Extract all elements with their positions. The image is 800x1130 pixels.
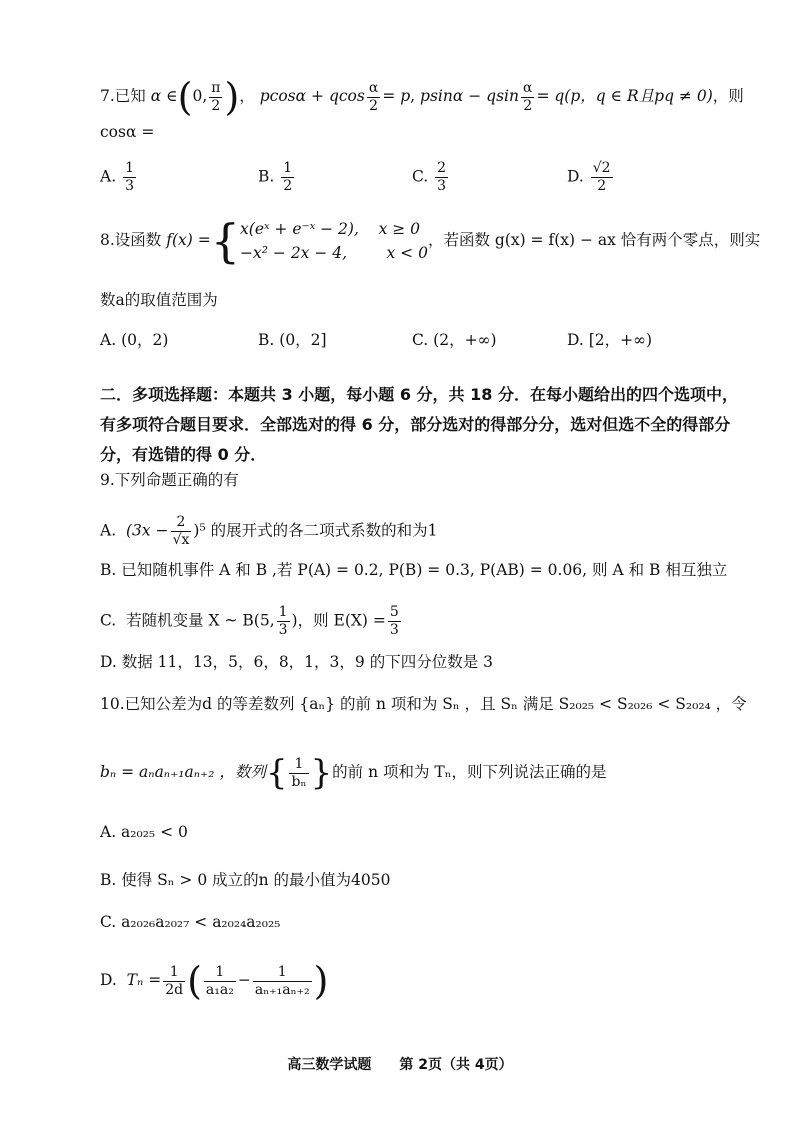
q9-option-a: A. (3x − $\frac{2}{√x}$ )⁵ 的展开式的各二项式系数的和为1 (100, 514, 438, 548)
q7-alpha-over-2-a: $\frac{\alpha}{2}$ (368, 79, 379, 114)
q7-eq1-rhs: = p (382, 87, 411, 105)
q10-line1: 10.已知公差为d 的等差数列 {aₙ} 的前 n 项和为 Sₙ ，且 Sₙ 满足 S₂₀₂₅ < S₂₀₂₆ < S₂₀₂₄ ，令 (100, 695, 747, 713)
q9-option-d: D. 数据 11，13，5，6，8，1，3，9 的下四分位数是 3 (100, 653, 493, 671)
q9-option-b: B. 已知随机事件 A 和 B ,若 P(A) = 0.2, P(B) = 0.3, P(AB) = 0.06, 则 A 和 B 相互独立 (100, 561, 728, 579)
q9-title: 9.下列命题正确的有 (100, 471, 239, 489)
q10-option-c: C. a₂₀₂₆a₂₀₂₇ < a₂₀₂₄a₂₀₂₅ (100, 913, 281, 931)
q8-option-a: A. (0，2) (100, 331, 169, 349)
q7-eq2-rhs: = q(p，q ∈ R且pq ≠ 0) (536, 87, 713, 105)
q8-option-d: D. [2，+∞) (567, 331, 653, 349)
q7-eq1: pcosα + qcos (259, 87, 365, 105)
q8-number: 8. (100, 231, 115, 249)
q10-option-b: B. 使得 Sₙ > 0 成立的n 的最小值为4050 (100, 871, 391, 889)
q7-alpha-over-2-b: $\frac{\alpha}{2}$ (522, 79, 533, 114)
q7-alpha: α (150, 87, 162, 105)
q7-in: ∈ (166, 87, 178, 105)
q8-piecewise: x(eˣ + e⁻ˣ − 2), x ≥ 0 −x² − 2x − 4, x < 0 (240, 220, 428, 262)
q10-option-a: A. a₂₀₂₅ < 0 (100, 823, 188, 841)
q9-option-c: C. 若随机变量 X ~ B(5, $\frac{1}{3}$ )，则 E(X) = $\frac{5}{3}$ (100, 604, 399, 638)
q7-ask: cosα = (100, 123, 155, 141)
q10-option-d: D. Tₙ = $\frac{1}{2d}$ ( $\frac{1}{\text{a₁a₂}}$ − $\frac{1}{\text{aₙ₊₁aₙ₊₂}}$ ) (100, 959, 329, 1003)
q7-option-b: B. $\frac{1}{2}$ (258, 160, 293, 194)
q7-lead: 已知 (114, 87, 146, 105)
q7-comma: ， (239, 87, 255, 105)
q7-pi-over-2: $\frac{\pi}{2}$ (211, 79, 221, 114)
q7-interval-start: 0, (192, 87, 208, 105)
q8-option-b: B. (0，2] (258, 331, 327, 349)
q7-option-a: A. $\frac{1}{3}$ (100, 160, 134, 194)
page-footer: 高三数学试题 第 2页（共 4页） (287, 1057, 513, 1073)
q7-eq2: psinα − qsin (420, 87, 519, 105)
q8-fx: f(x) = (166, 231, 211, 249)
q10-line2: bₙ = aₙaₙ₊₁aₙ₊₂ ，数列{ $\frac{1}{\text{bₙ}}$ }的前 n 项和为 Tₙ，则下列说法正确的是 (100, 753, 607, 793)
q8-line1: 8.设函数 f(x) ={x(eˣ + e⁻ˣ − 2), x ≥ 0 −x² − 2x − 4, x < 0，若函数 g(x) = f(x) − ax 恰有两个零点，则实 (100, 214, 761, 268)
q7-option-d: D. $\frac{√2}{2}$ (567, 160, 611, 194)
q7-line1: 7.已知 α ∈(0, $\frac{\pi}{2}$ )， pcosα + qcos $\frac{\alpha}{2}$ = p, psinα − qsin $\frac{\alpha}{2}$ = q(p，q ∈ R且pq ≠ 0)，则 (100, 75, 744, 119)
q8-lead: 设函数 (114, 231, 162, 249)
q7-then: ，则 (712, 87, 744, 105)
q7-option-c: C. $\frac{2}{3}$ (412, 160, 447, 194)
q8-line2: 数a的取值范围为 (100, 291, 218, 309)
q7-number: 7. (100, 87, 115, 105)
q8-option-c: C. (2，+∞) (412, 331, 497, 349)
section2-instructions: 二．多项选择题：本题共 3 小题，每小题 6 分，共 18 分．在每小题给出的四个选项中，有多项符合题目要求．全部选对的得 6 分，部分选对的得部分分，选对但选不全的得部分分，有选错的得 0 分． (100, 385, 738, 464)
q8-tail: ，若函数 g(x) = f(x) − ax 恰有两个零点，则实 (427, 231, 761, 249)
